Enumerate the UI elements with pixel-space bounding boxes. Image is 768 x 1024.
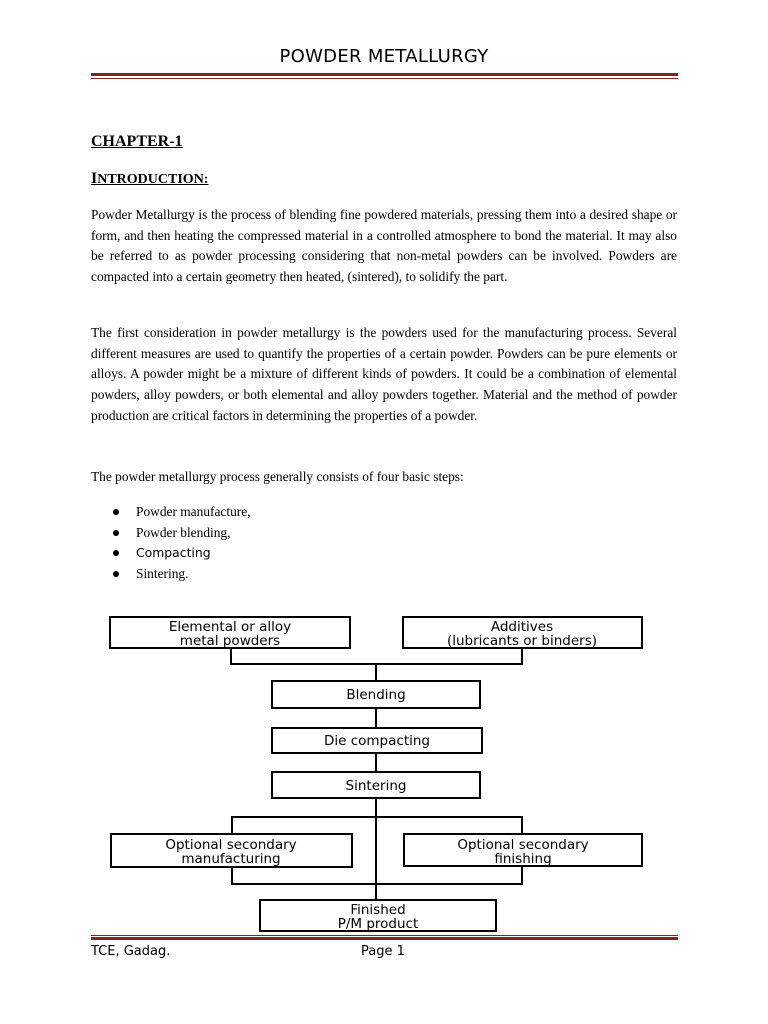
footer-rule	[91, 935, 678, 941]
flow-label-elemental-line2: metal powders	[179, 633, 281, 649]
intro-paragraph-2: The first consideration in powder metallurgy is the powders used for the manufacturing process. Several different measures are used to quantify the properties of a certain powder. Powders can be pure elements or alloys. A powder might be a mixture of different kinds of powders. It could be a combination of elemental powders, alloy powders, or both elemental and alloy powders together. Material and the method of powder production are critical factors in determining the properties of a powder.	[91, 325, 677, 423]
flow-label-secondary-finishing-line2: finishing	[494, 851, 552, 867]
chapter-heading: CHAPTER-1	[91, 133, 183, 150]
footer-institution: TCE, Gadag.	[91, 944, 171, 959]
list-item-text: Sintering.	[136, 565, 189, 581]
flow-label-secondary-finishing-line1: Optional secondary	[457, 837, 589, 853]
section-heading-rest: NTRODUCTION:	[97, 172, 209, 187]
flow-label-sintering: Sintering	[345, 778, 407, 794]
footer-rule-thin	[91, 935, 678, 936]
footer-rule-thick	[91, 937, 678, 940]
list-item-text: Powder manufacture,	[136, 504, 251, 519]
flow-label-finished-line1: Finished	[350, 902, 406, 918]
flow-label-finished-line2: P/M product	[337, 916, 419, 932]
page-header-title: POWDER METALLURGY	[279, 46, 489, 67]
section-heading-initial: I	[91, 170, 98, 187]
flow-label-additives-line2: (lubricants or binders)	[446, 633, 598, 649]
steps-intro-paragraph: The powder metallurgy process generally consists of four basic steps:	[91, 469, 464, 484]
list-item-text: Powder blending,	[136, 524, 231, 540]
flow-label-secondary-manufacturing-line2: manufacturing	[181, 851, 281, 867]
flow-label-die-compacting: Die compacting	[323, 733, 431, 749]
intro-paragraph-1: Powder Metallurgy is the process of blending fine powdered materials, pressing them into a desired shape or form, and then heating the compressed material in a controlled atmosphere to bond the material. It may also be referred to as powder processing considering that non-metal powders can be involved. Powders are compacted into a certain geometry then heated, (sintered), to solidify the part.	[91, 207, 677, 285]
flow-label-elemental-line1: Elemental or alloy	[168, 619, 292, 635]
list-item-text: Compacting	[136, 545, 211, 560]
flow-label-secondary-manufacturing-line1: Optional secondary	[165, 837, 297, 853]
flow-label-additives-line1: Additives	[490, 619, 554, 635]
footer-page-number: Page 1	[361, 944, 405, 959]
flow-label-blending: Blending	[346, 687, 406, 703]
